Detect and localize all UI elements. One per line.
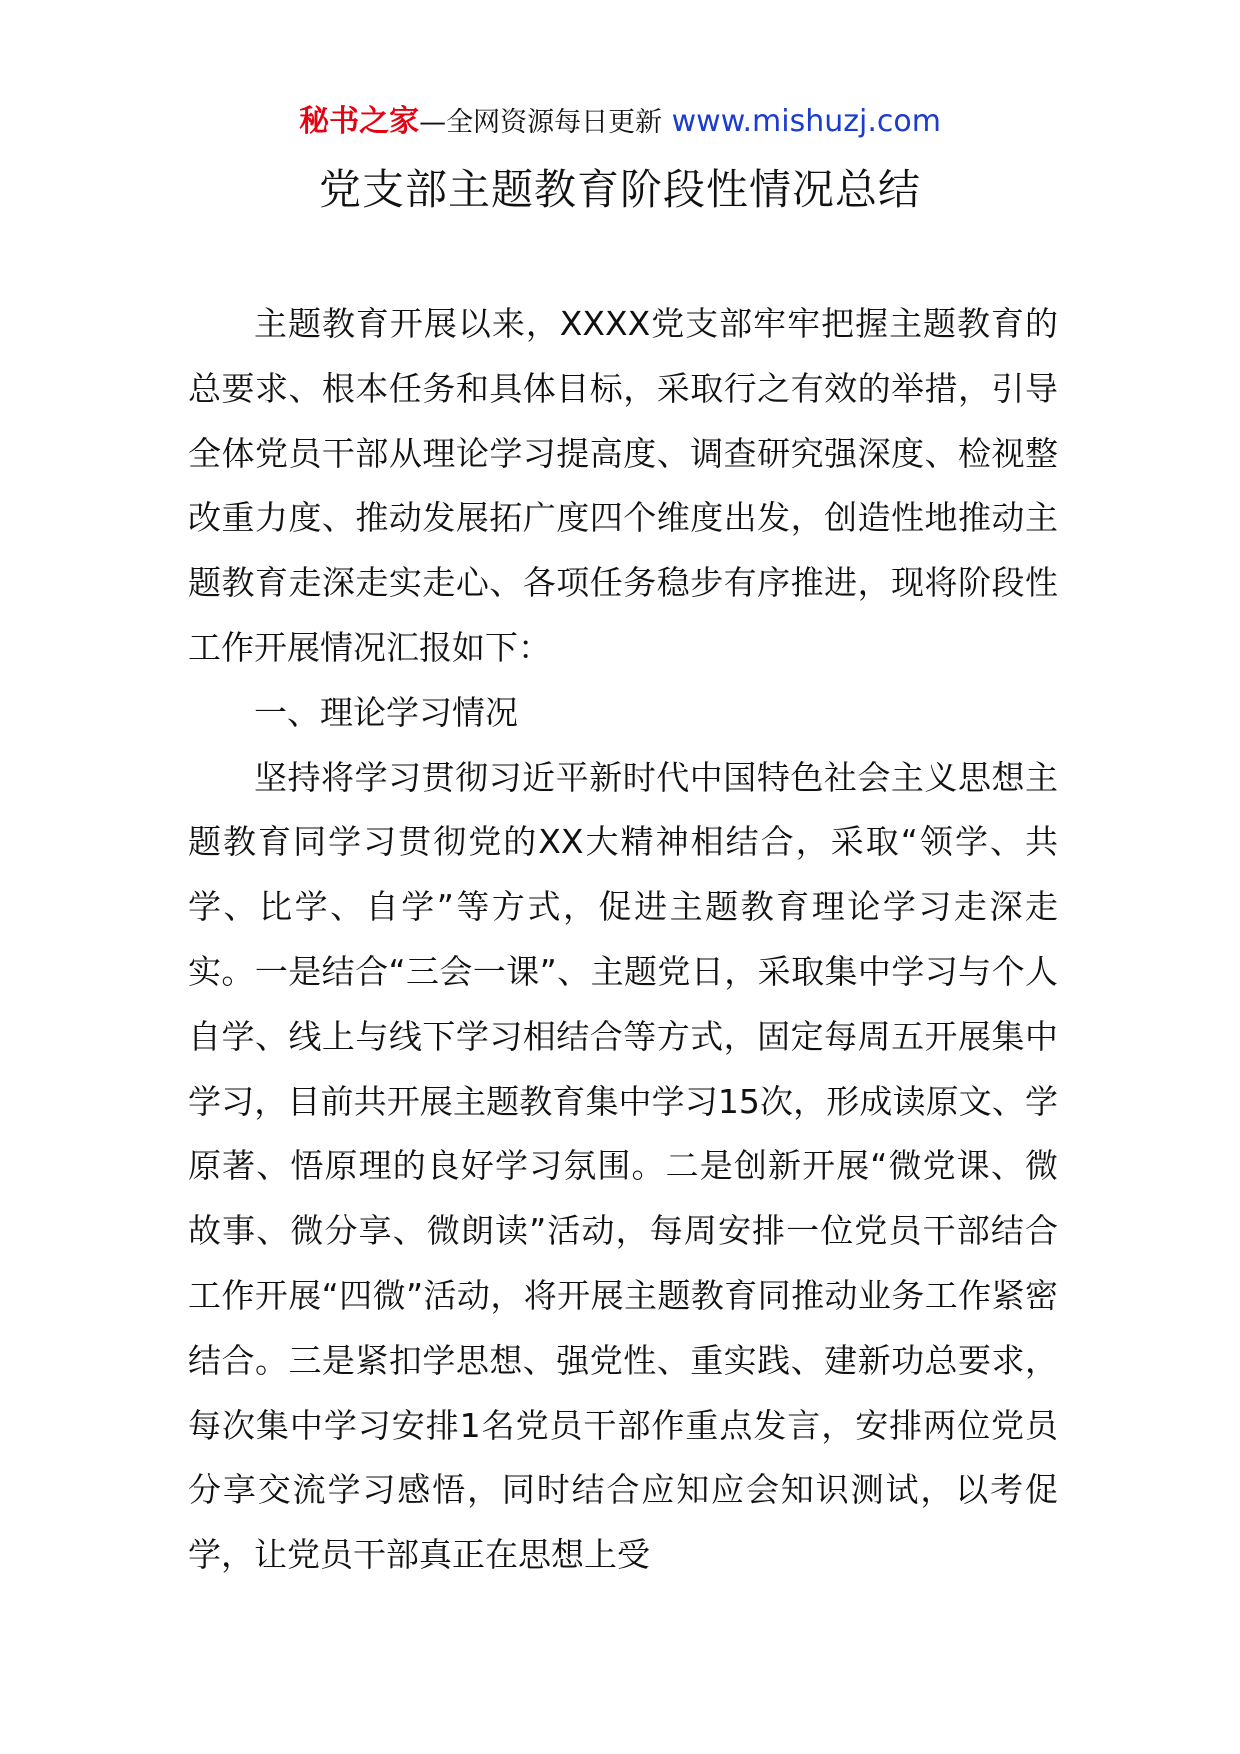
theory-study-paragraph: 坚持将学习贯彻习近平新时代中国特色社会主义思想主题教育同学习贯彻党的XX大精神相结合，采取“领学、共学、比学、自学”等方式，促进主题教育理论学习走深走实。一是结合“三会一课”、主题党日，采取集中学习与个人自学、线上与线下学习相结合等方式，固定每周五开展集中学习，目前共开展主题教育集中学习15次，形成读原文、学原著、悟原理的良好学习氛围。二是创新开展“微党课、微故事、微分享、微朗读”活动，每周安排一位党员干部结合工作开展“四微”活动，将开展主题教育同推动业务工作紧密结合。三是紧扣学思想、强党性、重实践、建新功总要求，每次集中学习安排1名党员干部作重点发言，安排两位党员分享交流学习感悟，同时结合应知应会知识测试，以考促学，让党员干部真正在思想上受: [188, 757, 1058, 1575]
document-title: 党支部主题教育阶段性情况总结: [318, 165, 921, 214]
intro-paragraph: 主题教育开展以来，XXXX党支部牢牢把握主题教育的总要求、根本任务和具体目标，采取行之有效的举措，引导全体党员干部从理论学习提高度、调查研究强深度、检视整改重力度、推动发展拓广度四个维度出发，创造性地推动主题教育走深走实走心、各项任务稳步有序推进，现将阶段性工作开展情况汇报如下：: [188, 304, 1058, 667]
site-brand: 秘书之家: [299, 104, 420, 139]
site-slogan: —全网资源每日更新: [419, 107, 663, 138]
site-url[interactable]: www.mishuzj.com: [671, 104, 941, 139]
section-heading: 一、理论学习情况: [254, 692, 518, 732]
site-header: [0, 100, 1240, 145]
document-body: [188, 292, 1058, 1588]
